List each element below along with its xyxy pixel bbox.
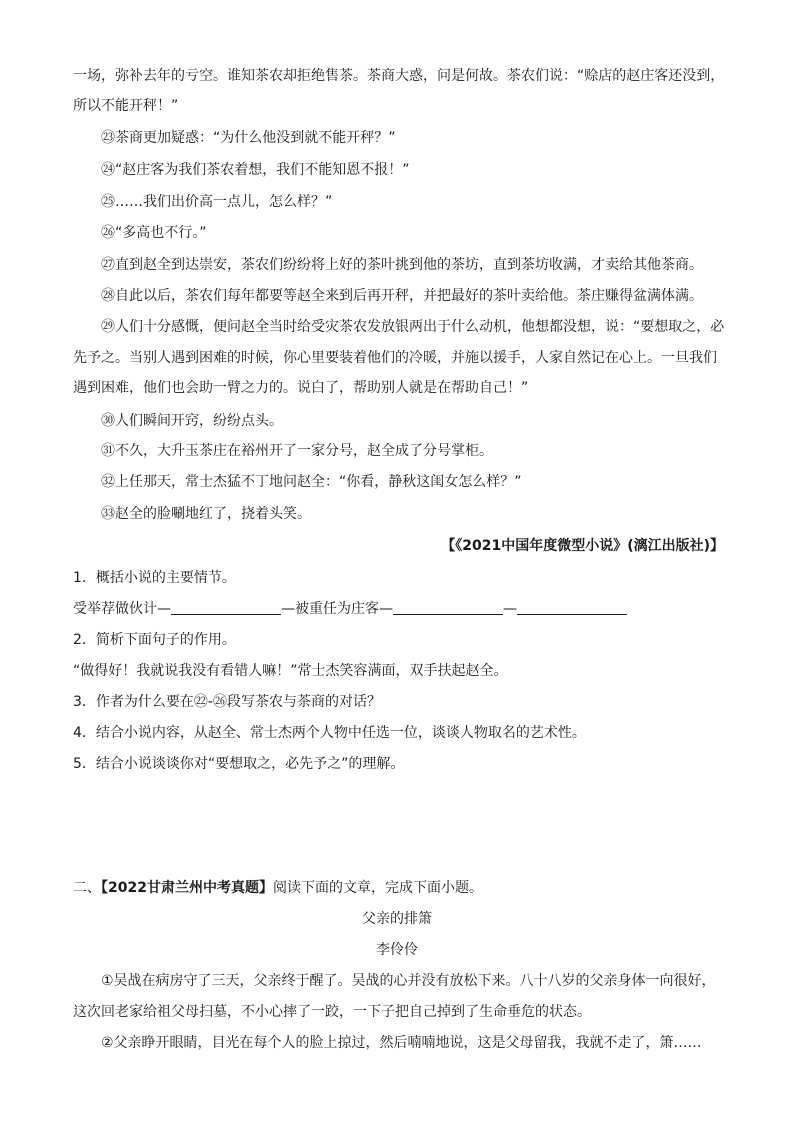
answer-blank-2[interactable]	[393, 600, 503, 615]
story-paragraph-27: ㉗直到赵全到达崇安，茶农们纷纷将上好的茶叶挑到他的茶坊，直到茶坊收满，才卖给其他茶商。	[101, 257, 703, 273]
story-paragraph-30: ㉚人们瞬间开窍，纷纷点头。	[101, 413, 283, 429]
story-paragraph-29-cont-2: 遇到困难，他们也会助一臂之力的。说白了，帮助别人就是在帮助自己！”	[73, 380, 529, 396]
question-1-answer-line	[73, 599, 627, 619]
article-paragraph-1-cont: 这次回老家给祖父母扫墓，不小心摔了一跤，一下子把自己掉到了生命垂危的状态。	[73, 1004, 591, 1020]
story-paragraph-28: ㉘自此以后，茶农们每年都要等赵全来到后再开秤，并把最好的茶叶卖给他。茶庄赚得盆满体满。	[101, 288, 703, 304]
question-2-quote: “做得好！我就说我没有看错人嘛！”常士杰笑容满面，双手扶起赵全。	[73, 663, 508, 679]
story-source: 【《2021中国年度微型小说》(漓江出版社)】	[441, 538, 724, 554]
section-2-tag: 【2022甘肃兰州中考真题】	[101, 880, 273, 896]
answer-blank-1[interactable]	[171, 600, 281, 615]
section-2-prefix: 二、	[73, 880, 101, 896]
story-paragraph-32: ㉜上任那天，常士杰猛不丁地问赵全：“你看，静秋这闺女怎么样？”	[101, 474, 522, 490]
answer-blank-3[interactable]	[517, 600, 627, 615]
article-paragraph-1: ①吴战在病房守了三天，父亲终于醒了。吴战的心并没有放松下来。八十八岁的父亲身体一向很好，	[101, 973, 716, 989]
story-paragraph-29-cont-1: 先予之。当别人遇到困难的时候，你心里要装着他们的冷暖，并施以援手，人家自然记在心上。一旦我们	[73, 350, 717, 366]
plot-segment-3: —	[503, 601, 517, 617]
article-title: 父亲的排箫	[362, 911, 432, 927]
plot-segment-1: 受举荐做伙计—	[73, 601, 171, 617]
story-paragraph-31: ㉛不久，大升玉茶庄在裕州开了一家分号，赵全成了分号掌柜。	[101, 443, 493, 459]
article-author: 李伶伶	[376, 942, 418, 958]
question-3: 3．作者为什么要在㉒-㉖段写茶农与茶商的对话？	[73, 694, 381, 710]
story-line-2: 所以不能开秤！”	[73, 98, 179, 114]
article-paragraph-2: ②父亲睁开眼睛，目光在每个人的脸上掠过，然后喃喃地说，这是父母留我，我就不走了，箫……	[101, 1035, 702, 1051]
question-2: 2．简析下面句子的作用。	[73, 632, 236, 648]
question-1: 1．概括小说的主要情节。	[73, 570, 236, 586]
question-4: 4．结合小说内容，从赵全、常士杰两个人物中任选一位，谈谈人物取名的艺术性。	[73, 725, 586, 741]
section-2-header	[73, 878, 483, 898]
plot-segment-2: —被重任为庄客—	[281, 601, 393, 617]
story-paragraph-25: ㉕……我们出价高一点儿，怎么样？”	[101, 194, 333, 210]
story-paragraph-33: ㉝赵全的脸唰地红了，挠着头笑。	[101, 506, 311, 522]
story-paragraph-23: ㉓茶商更加疑惑：“为什么他没到就不能开秤？”	[101, 130, 396, 146]
story-paragraph-24: ㉔“赵庄客为我们茶农着想，我们不能知恩不报！”	[101, 162, 410, 178]
section-2-instruction: 阅读下面的文章，完成下面小题。	[272, 880, 483, 896]
question-5: 5．结合小说谈谈你对“要想取之，必先予之”的理解。	[73, 756, 405, 772]
story-paragraph-29: ㉙人们十分感慨，便问赵全当时给受灾茶农发放银两出于什么动机，他想都没想，说：“要想取之，必	[101, 319, 725, 335]
story-line-1: 一场，弥补去年的亏空。谁知茶农却拒绝售茶。茶商大惑，问是何故。茶农们说：“赊店的赵庄客还没到，	[73, 68, 725, 84]
story-paragraph-26: ㉖“多高也不行。”	[101, 225, 207, 241]
